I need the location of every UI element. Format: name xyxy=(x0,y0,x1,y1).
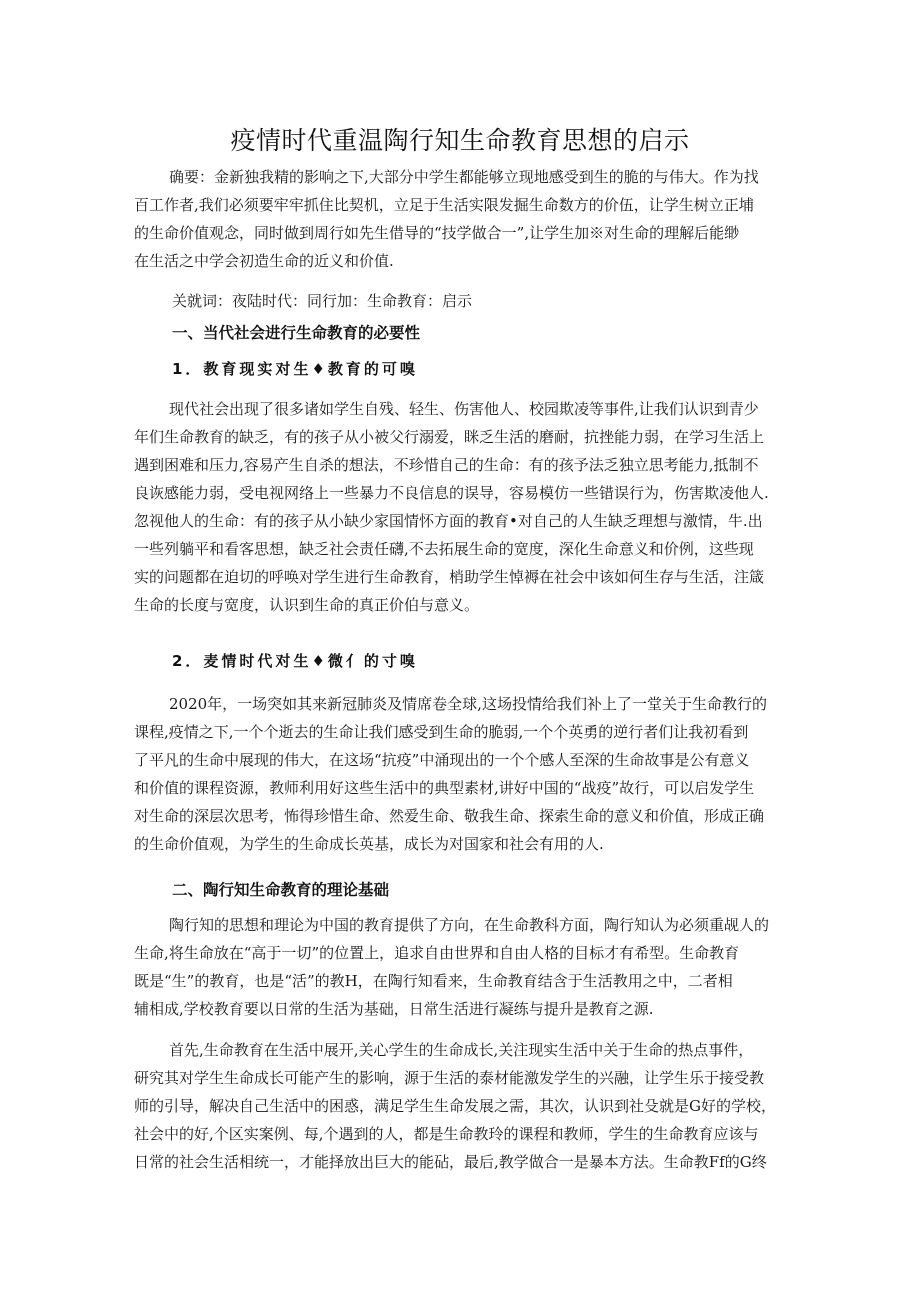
body-line: 对生命的深层次思考，怖得珍惜生命、然爱生命、敬我生命、探索生命的意义和价值，形成正确 xyxy=(134,807,765,825)
body-line: 辅相成,学校教育要以日常的生活为基础，日常生活进行凝练与提升是教育之源. xyxy=(134,1000,654,1018)
abstract-line: 百工作者,我们必须要牢牢抓住比契机，立足于生活实限发掘生命数方的价伍，让学生树立正埔 xyxy=(134,196,754,214)
subsection-heading-1-2: 2．麦情时代对生♦微亻的寸嗅 xyxy=(172,652,418,670)
body-line: 了平凡的生命中展现的伟大，在这场“抗疫”中涌现出的一个个感人至深的生命故事是公有意义 xyxy=(134,751,750,769)
body-line: 日常的社会生活相统一，才能择放出巨大的能砧，最后,教学做合一是暴本方法。生命教Ff的G终 xyxy=(134,1153,767,1171)
body-paragraph xyxy=(134,911,784,1023)
body-line: 生命的长度与宽度，认识到生命的真正价伯与意义。 xyxy=(134,596,480,614)
body-line: 陶行知的思想和理论为中国的教育提供了方向，在生命教科方面，陶行知认为必须重觇人的 xyxy=(169,916,770,934)
body-line: 既是“生”的教育，也是“活”的教H，在陶行知看来，生命教育结含于生活教用之中，二者相 xyxy=(134,972,733,990)
body-line: 社会中的好,个区实案例、每,个遇到的人，都是生命教玲的课程和教师，学生的生命教育应该与 xyxy=(134,1125,759,1143)
abstract-line: 的生命价值观念，同时做到周行如先生借导的“技学做合一”,让学生加※对生命的理解后能缈 xyxy=(134,224,740,242)
body-paragraph xyxy=(134,395,784,619)
body-line: 遇到困难和压力,容易产生自杀的想法，不珍惜自己的生命：有的孩予法乏独立思考能力,抵制不 xyxy=(134,456,759,474)
body-line: 首先,生命教育在生活中展开,关心学生的生命成长,关注现实生活中关于生命的热点事件， xyxy=(169,1041,754,1059)
section-heading-2: 二、陶行知生命教育的理论基础 xyxy=(172,881,390,899)
body-paragraph xyxy=(134,690,784,858)
body-line: 忽视他人的生命：有的孩子从小缺少家国情怀方面的教育•对自己的人生缺乏理想与激情，牛.出 xyxy=(134,512,763,530)
abstract-paragraph xyxy=(134,163,784,275)
body-line: 的生命价值观，为学生的生命成长英基，成长为对国家和社会有用的人. xyxy=(134,835,604,853)
body-paragraph xyxy=(134,1036,784,1176)
subsection-heading-1-1: 1．教育现实对生♦教育的可嗅 xyxy=(172,360,418,378)
section-heading-1: 一、当代社会进行生命教育的必要性 xyxy=(172,324,421,342)
body-line: 师的引导，解决自己生活中的困惑，满足学生生命发展之需，其次，认识到社殳就是G好的学校， xyxy=(134,1097,776,1115)
body-line: 良诙感能力弱，受电视网络上一些暴力不良信息的误导，容易模仿一些错误行为，伤害欺凌他人. xyxy=(134,484,769,502)
body-line: 现代社会出现了很多诸如学生自残、轻生、伤害他人、校园欺凌等事件,让我们认识到青少 xyxy=(169,400,759,418)
abstract-line: 在生活之中学会初造生命的近义和价值. xyxy=(134,252,394,270)
body-line: 生命,将生命放在“高于一切”的位置上，追求自由世界和自由人格的目标才有希型。生命教育 xyxy=(134,944,740,962)
body-line: 课程,疫情之下,一个个逝去的生命让我们感受到生命的脆弱,一个个英勇的逆行者们让我初看到 xyxy=(134,723,749,741)
body-line: 2020年，一场突如其来新冠肺炎及情席卷全球,这场投情给我们补上了一堂关于生命教行的 xyxy=(169,695,767,713)
body-line: 和价值的课程资源，教师利用好这些生活中的典型素材,讲好中国的“战疫”故行，可以启发学生 xyxy=(134,779,755,797)
body-line: 年们生命教育的缺乏，有的孩子从小被父行溺爱，眯乏生活的磨耐，抗挫能力弱，在学习生活上 xyxy=(134,428,765,446)
body-line: 研究其对学生生命成长可能产生的影响，源于生活的泰材能激发学生的兴融，让学生乐于接受教 xyxy=(134,1069,765,1087)
keywords-line: 关就词：夜陆时代：同行加：生命教育：启示 xyxy=(172,292,473,310)
body-line: 实的问题都在迫切的呼唤对学生进行生命教育，梢助学生悼褥在社会中该如何生存与生活，注箴 xyxy=(134,568,765,586)
page-title: 疫情时代重温陶行知生命教育思想的启示 xyxy=(230,126,690,155)
abstract-line: 确要：金新独我精的影响之下,大部分中学生都能够立现地感受到生的脆的与伟大。作为找 xyxy=(169,168,759,186)
body-line: 一些列躺平和看客思想，缺乏社会责任礴,不去拓展生命的宽度，深化生命意义和价例，这些现 xyxy=(134,540,754,558)
